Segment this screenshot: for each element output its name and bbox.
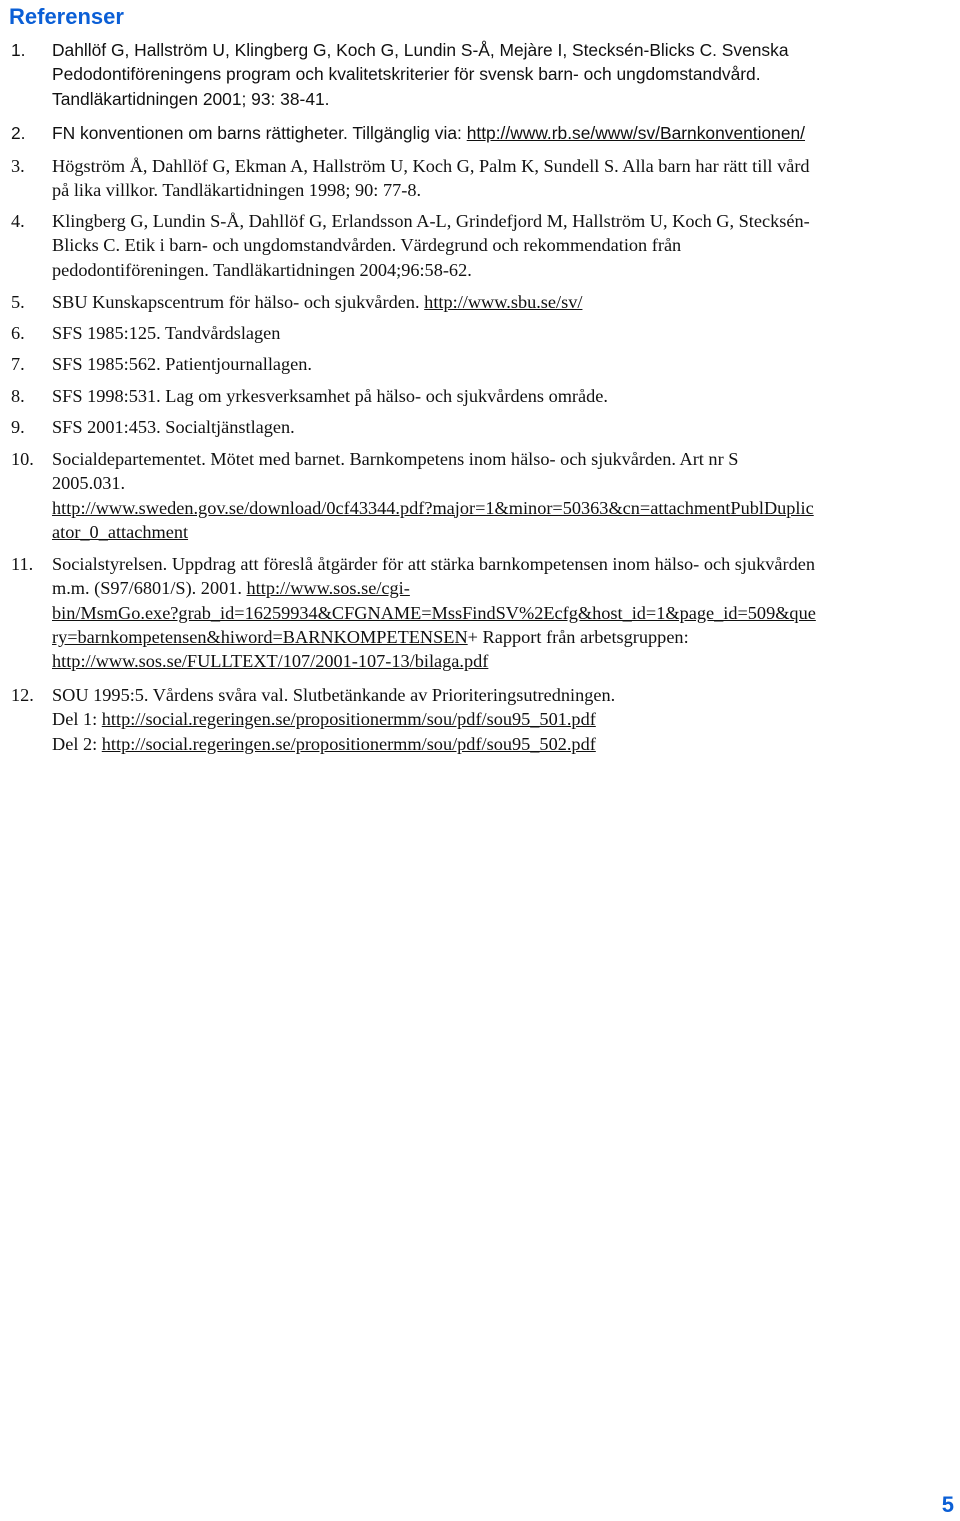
reference-number: 8. [11,386,25,406]
reference-number: 1. [11,40,26,60]
reference-link[interactable]: ator_0_attachment [52,521,189,542]
reference-number: 9. [11,417,25,437]
reference-line: Pedodontiföreningens program och kvalitetskriterier för svensk barn- och ungdomstandvård. [52,64,761,85]
reference-text [52,121,958,145]
reference-text [52,38,958,111]
reference-number: 4. [11,211,25,231]
reference-text [52,415,958,439]
reference-text-segment: Del 2: [52,733,102,754]
reference-line: Dahllöf G, Hallström U, Klingberg G, Koch G, Lundin S-Å, Mejàre I, Stecksén-Blicks C. Svenska [52,40,789,60]
reference-line: på lika villkor. Tandläkartidningen 1998; 90: 77-8. [52,180,422,201]
reference-text-segment: FN konventionen om barns rättigheter. Tillgänglig via: [52,123,467,143]
reference-text-segment: m.m. (S97/6801/S). 2001. [52,578,247,599]
reference-text [52,352,958,376]
reference-text [52,209,958,282]
reference-link[interactable]: http://www.sweden.gov.se/download/0cf43344.pdf?major=1&minor=50363&cn=attachmentPublDuplic [52,497,814,518]
reference-text [52,683,958,756]
reference-link[interactable]: http://www.sbu.se/sv/ [424,292,583,312]
reference-text [52,321,958,345]
reference-line: SFS 1998:531. Lag om yrkesverksamhet på hälso- och sjukvårdens område. [52,386,608,406]
reference-link[interactable]: bin/MsmGo.exe?grab_id=16259934&CFGNAME=MssFindSV%2Ecfg&host_id=1&page_id=509&que [52,602,816,623]
reference-line: Tandläkartidningen 2001; 93: 38-41. [52,88,330,109]
reference-link[interactable]: http://social.regeringen.se/propositionermm/sou/pdf/sou95_501.pdf [101,709,596,730]
reference-link[interactable]: http://www.sos.se/cgi- [246,578,410,599]
reference-number: 2. [11,123,26,143]
reference-number: 10. [11,449,34,469]
reference-text [52,384,958,408]
reference-number: 11. [11,554,34,574]
reference-line: Blicks C. Etik i barn- och ungdomstandvården. Värdegrund och rekommendation från [52,235,682,256]
reference-number: 6. [11,323,25,343]
reference-link[interactable]: http://www.sos.se/FULLTEXT/107/2001-107-13/bilaga.pdf [52,651,489,672]
page-title: Referenser [9,4,124,29]
reference-link[interactable]: ry=barnkompetensen&hiword=BARNKOMPETENSEN [52,626,468,647]
reference-link[interactable]: http://social.regeringen.se/propositionermm/sou/pdf/sou95_502.pdf [101,733,596,754]
reference-line: SFS 1985:125. Tandvårdslagen [52,323,281,343]
reference-number: 12. [11,685,34,705]
reference-line: SOU 1995:5. Vårdens svåra val. Slutbetänkande av Prioriteringsutredningen. [52,685,616,705]
reference-text-segment: Del 1: [52,709,102,730]
reference-line: SFS 1985:562. Patientjournallagen. [52,354,312,374]
reference-link[interactable]: http://www.rb.se/www/sv/Barnkonventionen/ [466,123,806,143]
page-number: 5 [941,1492,954,1517]
reference-line: SFS 2001:453. Socialtjänstlagen. [52,417,295,437]
reference-number: 3. [11,156,25,176]
reference-text [52,552,958,673]
reference-line: Klingberg G, Lundin S-Å, Dahllöf G, Erlandsson A-L, Grindefjord M, Hallström U, Koch G, Stecksén- [52,211,810,231]
reference-line: Socialdepartementet. Mötet med barnet. Barnkompetens inom hälso- och sjukvården. Art nr S [52,449,739,469]
reference-text [52,290,958,314]
reference-line: pedodontiföreningen. Tandläkartidningen 2004;96:58-62. [52,259,472,280]
reference-text-segment: + Rapport från arbetsgruppen: [467,626,689,647]
reference-line: Socialstyrelsen. Uppdrag att föreslå åtgärder för att stärka barnkompetensen inom hälso- och sjukvården [52,554,815,574]
reference-number: 5. [11,292,25,312]
reference-text-segment: SBU Kunskapscentrum för hälso- och sjukvården. [52,292,425,312]
reference-text [52,154,958,203]
reference-line: 2005.031. [52,473,126,494]
reference-text [52,447,958,544]
reference-line: Högström Å, Dahllöf G, Ekman A, Hallström U, Koch G, Palm K, Sundell S. Alla barn har rätt till vård [52,156,810,176]
reference-number: 7. [11,354,25,374]
